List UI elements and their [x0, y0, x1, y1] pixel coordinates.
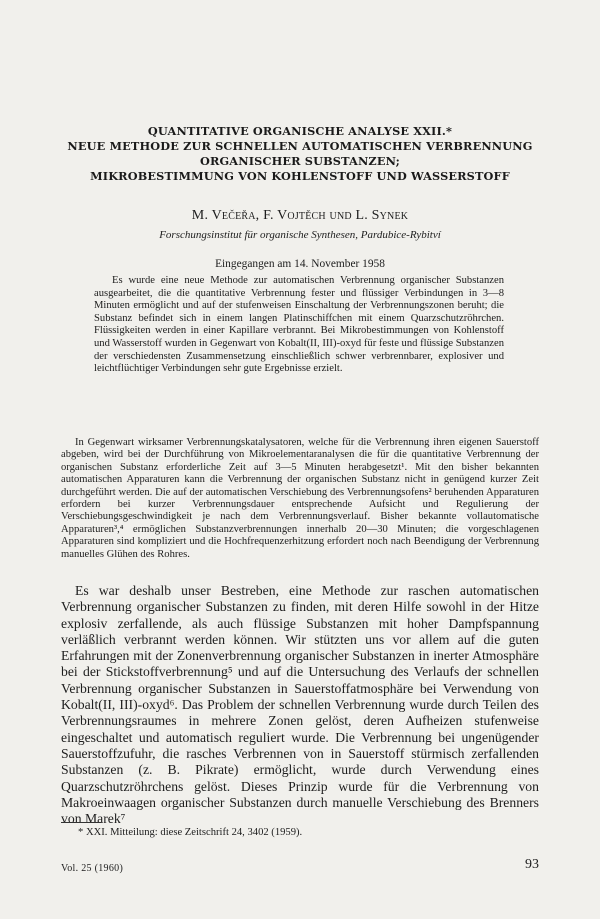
authors: M. Večeřa, F. Vojtěch und L. Synek — [191, 208, 409, 223]
journal-volume: Vol. 25 (1960) — [61, 863, 124, 874]
title-line: ORGANISCHER SUBSTANZEN; — [199, 154, 400, 168]
body-paragraph: Es war deshalb unser Bestreben, eine Methode zur raschen automatischen Verbrennung organischer Substanzen zu finden, mit deren Hilfe sowohl in der Hitze explosiv zerfallende, als auch flüssige Substanzen mit hoher Dampfspannung verläßlich verbrannt werden können. Wir stützten uns vor allem auf die guten Erfahrungen mit der Zonenverbrennung organischer Substanzen in inerter Atmosphäre bei der Stickstoffverbrennung⁵ und auf die Untersuchung des Verlaufs der schnellen Verbrennung organischer Substanzen in Sauerstoffatmosphäre bei Verwendung von Kobalt(II, III)-oxyd⁶. Das Problem der schnellen Verbrennung wurde durch Teilen des Verbrennungsraumes in mehrere Zonen gelöst, deren Aufheizen stufenweise eingeschaltet und automatisch reguliert wurde. Die Verbrennung bei ungenügender Sauerstoffzufuhr, die rasches Verbrennen von in Sauerstoff stürmisch zerfallenden Substanzen (z. B. Pikrate) ermöglicht, wurde durch Verwendung eines Quarzschutzröhrchens gelöst. Dieses Prinzip wurde für die Verbrennung von Makroeinwaagen organischer Substanzen durch manuelle Verschiebung des Brenners von Marek⁷ — [61, 583, 539, 827]
introduction — [61, 437, 539, 561]
received-date: Eingegangen am 14. November 1958 — [215, 258, 385, 270]
institution: Forschungsinstitut für organische Synthesen, Pardubice-Rybitví — [159, 229, 441, 241]
title-line: QUANTITATIVE ORGANISCHE ANALYSE XXII.* — [147, 124, 453, 138]
article-title — [30, 124, 570, 184]
page-number: 93 — [525, 857, 539, 872]
footnote: * XXI. Mitteilung: diese Zeitschrift 24, 3402 (1959). — [78, 827, 303, 838]
footnote-rule — [61, 822, 101, 823]
intro-paragraph: In Gegenwart wirksamer Verbrennungskatalysatoren, welche für die Verbrennung ihren eigenen Sauerstoff abgeben, wird bei der Durchführung von Mikroelementaranalysen die für die quantitative Verbrennung der organischen Substanz erforderliche Zeit auf 3—5 Minuten herabgesetzt¹. Mit den bisher bekannten automatischen Apparaturen kann die Verbrennung der organischen Substanz nicht in genügend kurzer Zeit durchgeführt werden. Die auf der automatischen Verschiebung des Verbrennungsofens² beruhenden Apparaturen erfordern bei kurzer Verbrennungsdauer entsprechende Aufsicht und Regulierung der Verschiebungsgeschwindigkeit je nach dem Verbrennungsverlauf. Bisher bekannte vollautomatische Apparaturen³,⁴ ermöglichen Substanzverbrennungen innerhalb 20—30 Minuten; die vorgeschlagenen Apparaturen sind kompliziert und die Hochfrequenzerhitzung erfordert noch nach Beendigung der Verbrennung manuelles Glühen des Rohres. — [61, 437, 539, 560]
title-line: MIKROBESTIMMUNG VON KOHLENSTOFF UND WASSERSTOFF — [90, 169, 510, 183]
abstract — [94, 275, 504, 376]
abstract-text: Es wurde eine neue Methode zur automatischen Verbrennung organischer Substanzen ausgearbeitet, die die quantitative Verbrennung fester und flüssiger Verbindungen in 3—8 Minuten ermöglicht und auf der stufenweisen Einschaltung der Verbrennungszonen beruht; die Substanz befindet sich in einem langen Platinschiffchen mit einem Quarzschutzröhrchen. Flüssigkeiten werden in einer Kapillare verbrannt. Bei Mikrobestimmungen von Kohlenstoff und Wasserstoff wurden in Gegenwart von Kobalt(II, III)-oxyd für feste und flüssige Substanzen der verschiedensten Zusammensetzung einschließlich schwer verbrennbarer, explosiver und leichtflüchtiger Verbindungen sehr gute Ergebnisse erzielt. — [94, 275, 504, 375]
body-text — [61, 583, 539, 827]
title-line: NEUE METHODE ZUR SCHNELLEN AUTOMATISCHEN VERBRENNUNG — [67, 139, 533, 153]
